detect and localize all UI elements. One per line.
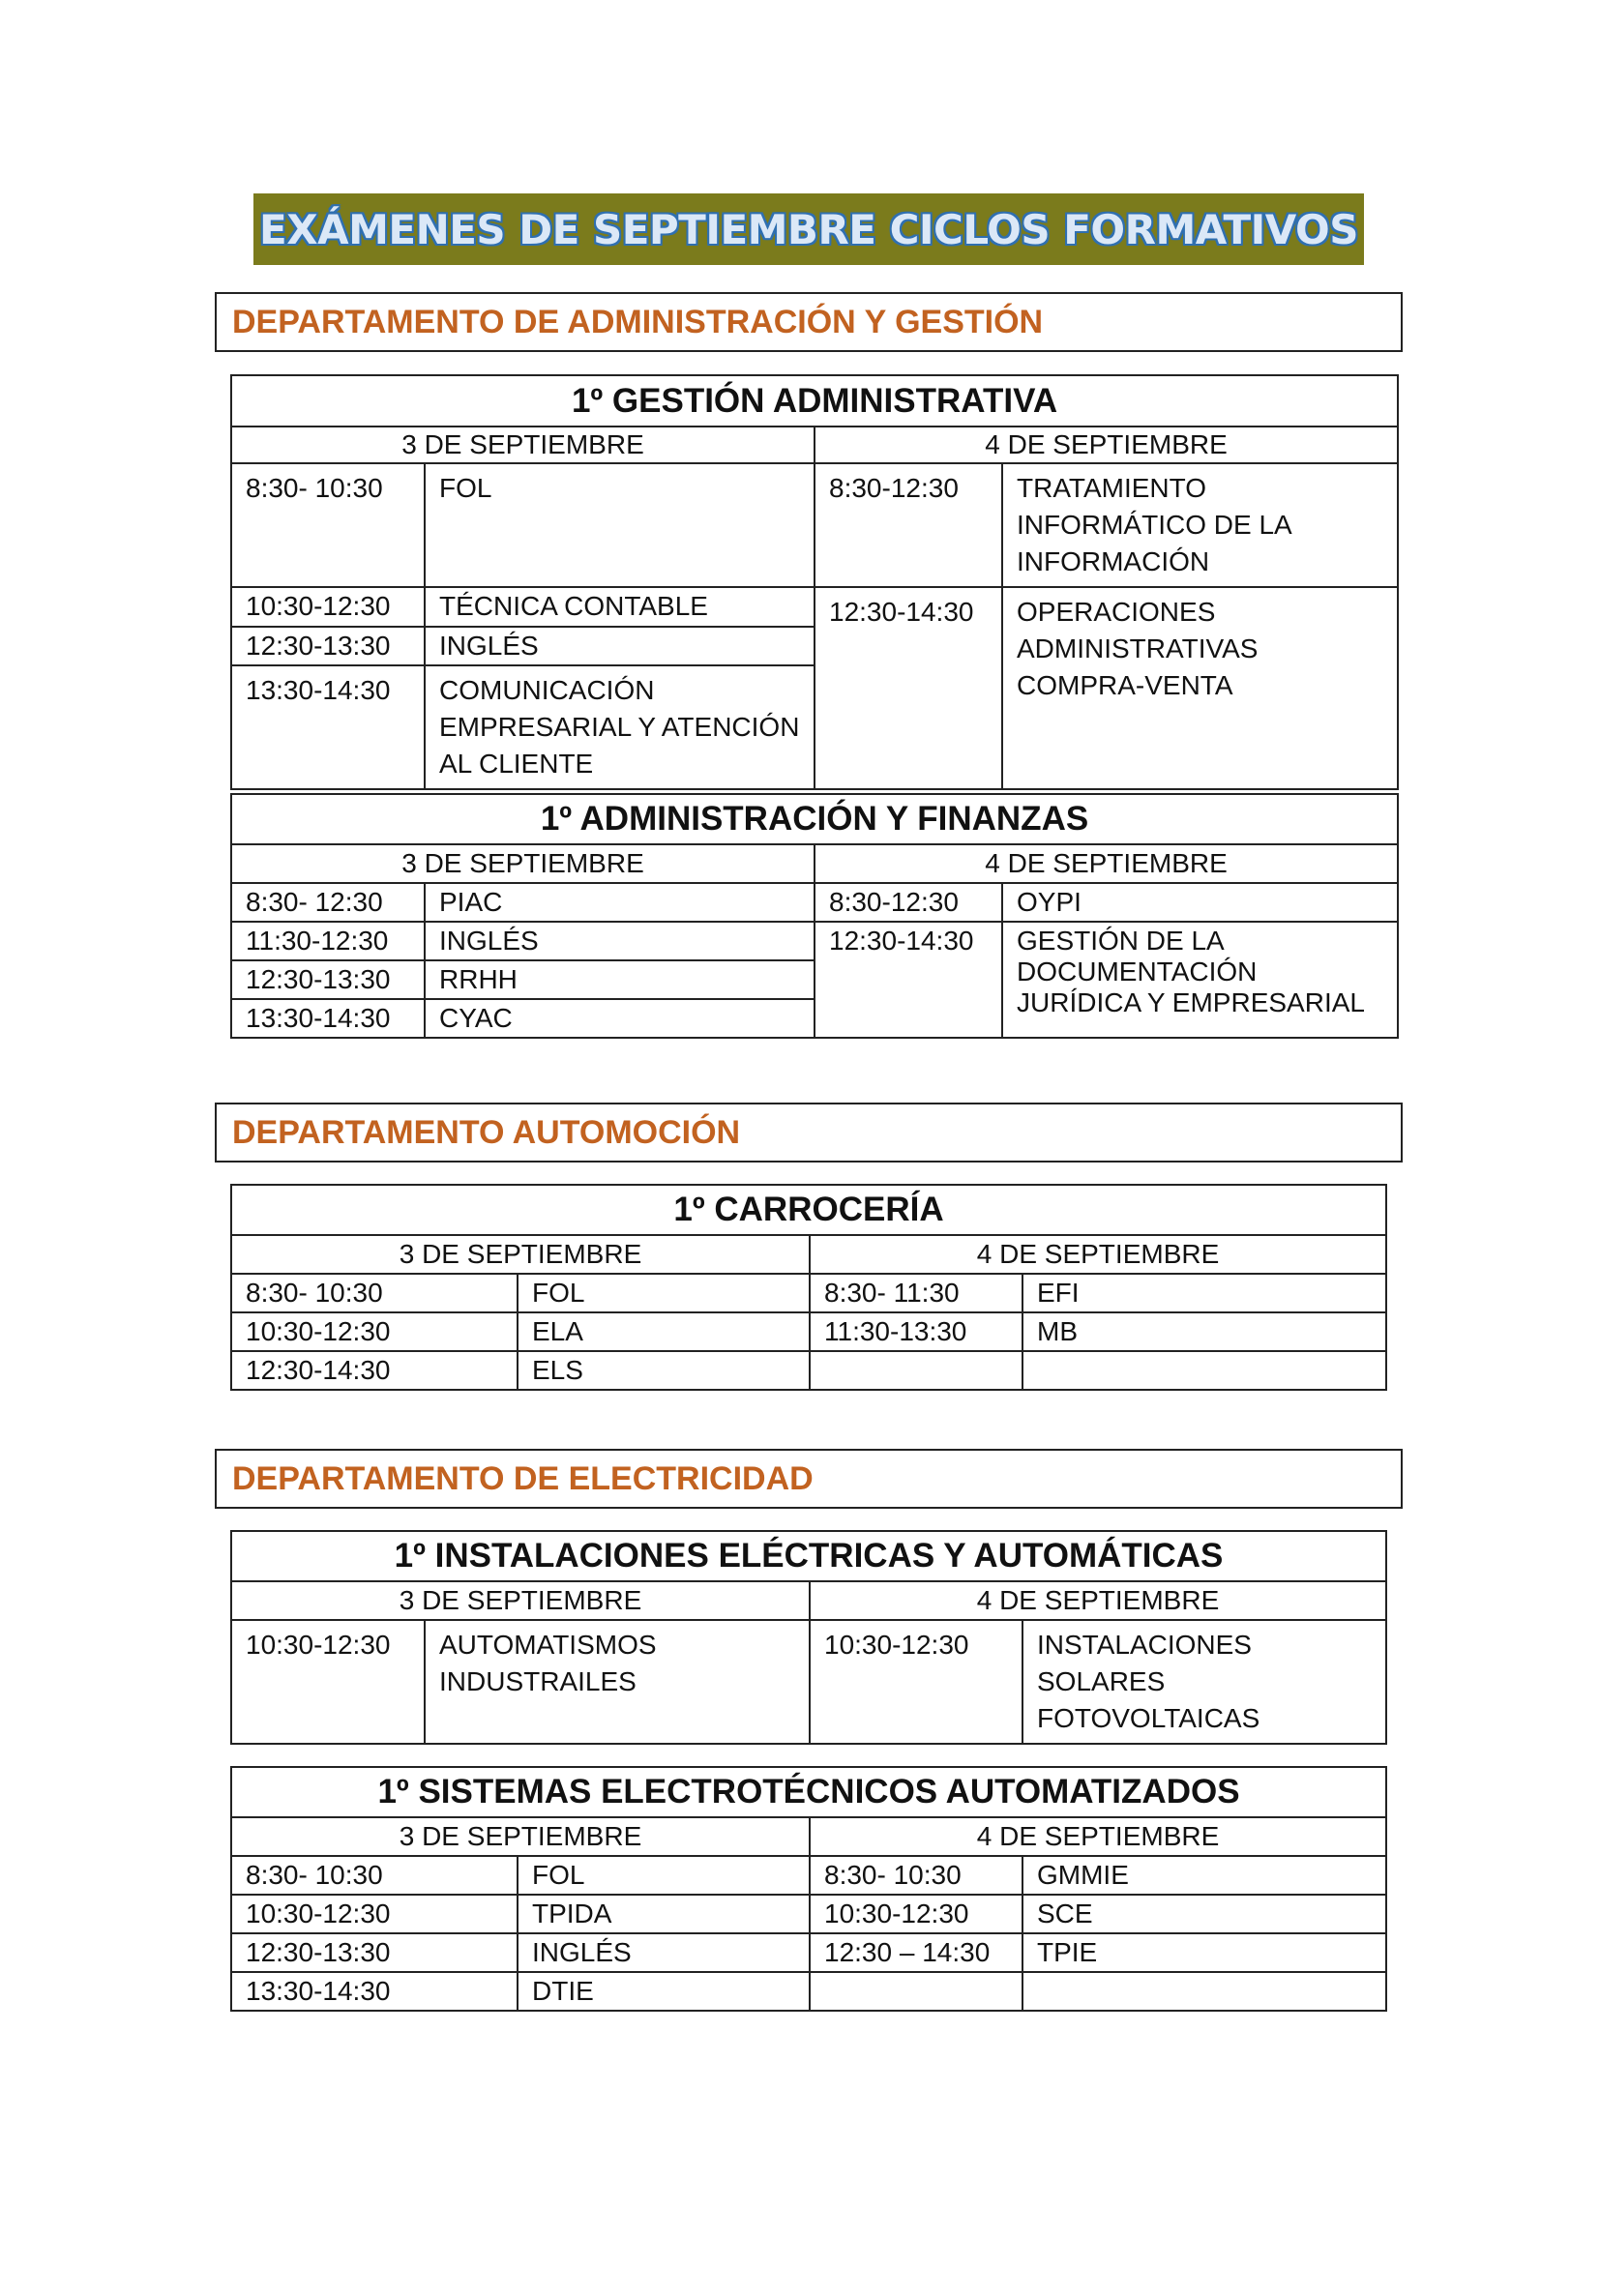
exam-subject: CYAC	[425, 999, 815, 1038]
exam-subject: GESTIÓN DE LA DOCUMENTACIÓN JURÍDICA Y EMPRESARIAL	[1002, 922, 1398, 1038]
exam-subject: EFI	[1022, 1274, 1386, 1312]
exam-subject: TÉCNICA CONTABLE	[425, 587, 815, 627]
schedule-table-sistemas	[230, 1766, 1387, 2012]
department-heading-admin: DEPARTAMENTO DE ADMINISTRACIÓN Y GESTIÓN	[215, 292, 1403, 352]
schedule-table-carroceria	[230, 1184, 1387, 1391]
exam-time: 13:30-14:30	[231, 1972, 518, 2011]
day-header-4-sept: 4 DE SEPTIEMBRE	[810, 1817, 1386, 1856]
exam-time: 8:30- 10:30	[231, 1856, 518, 1895]
exam-subject: TPIE	[1022, 1933, 1386, 1972]
exam-subject: FOL	[425, 463, 815, 587]
exam-time: 12:30-13:30	[231, 960, 425, 999]
exam-subject: PIAC	[425, 883, 815, 922]
exam-subject: FOL	[518, 1274, 810, 1312]
day-header-4-sept: 4 DE SEPTIEMBRE	[810, 1235, 1386, 1274]
exam-time: 12:30-14:30	[231, 1351, 518, 1390]
exam-subject: COMUNICACIÓN EMPRESARIAL Y ATENCIÓN AL CLIENTE	[425, 665, 815, 789]
day-header-4-sept: 4 DE SEPTIEMBRE	[815, 427, 1398, 463]
empty-cell	[1022, 1972, 1386, 2011]
exam-time: 8:30- 10:30	[231, 463, 425, 587]
exam-time: 12:30 – 14:30	[810, 1933, 1022, 1972]
exam-time: 12:30-13:30	[231, 627, 425, 665]
course-title: 1º INSTALACIONES ELÉCTRICAS Y AUTOMÁTICAS	[231, 1531, 1386, 1581]
schedule-table-gestion	[230, 374, 1399, 790]
day-header-3-sept: 3 DE SEPTIEMBRE	[231, 1235, 810, 1274]
exam-subject: OYPI	[1002, 883, 1398, 922]
exam-subject: INSTALACIONES SOLARES FOTOVOLTAICAS	[1022, 1620, 1386, 1744]
exam-subject: OPERACIONES ADMINISTRATIVAS COMPRA-VENTA	[1002, 587, 1398, 789]
exam-time: 8:30- 10:30	[231, 1274, 518, 1312]
day-header-3-sept: 3 DE SEPTIEMBRE	[231, 1817, 810, 1856]
exam-time: 11:30-12:30	[231, 922, 425, 960]
department-heading-electricidad: DEPARTAMENTO DE ELECTRICIDAD	[215, 1449, 1403, 1509]
exam-subject: INGLÉS	[518, 1933, 810, 1972]
exam-time: 13:30-14:30	[231, 665, 425, 789]
exam-time: 12:30-14:30	[815, 922, 1002, 1038]
empty-cell	[810, 1351, 1022, 1390]
exam-subject: GMMIE	[1022, 1856, 1386, 1895]
exam-time: 13:30-14:30	[231, 999, 425, 1038]
empty-cell	[810, 1972, 1022, 2011]
exam-subject: MB	[1022, 1312, 1386, 1351]
exam-subject: ELS	[518, 1351, 810, 1390]
exam-time: 10:30-12:30	[231, 1620, 425, 1744]
course-title: 1º SISTEMAS ELECTROTÉCNICOS AUTOMATIZADOS	[231, 1767, 1386, 1817]
exam-time: 10:30-12:30	[231, 1895, 518, 1933]
exam-time: 10:30-12:30	[810, 1620, 1022, 1744]
exam-time: 11:30-13:30	[810, 1312, 1022, 1351]
day-header-4-sept: 4 DE SEPTIEMBRE	[810, 1581, 1386, 1620]
exam-subject: SCE	[1022, 1895, 1386, 1933]
exam-subject: TPIDA	[518, 1895, 810, 1933]
day-header-3-sept: 3 DE SEPTIEMBRE	[231, 427, 815, 463]
exam-subject: ELA	[518, 1312, 810, 1351]
exam-subject: INGLÉS	[425, 627, 815, 665]
exam-subject: RRHH	[425, 960, 815, 999]
exam-subject: DTIE	[518, 1972, 810, 2011]
exam-subject: AUTOMATISMOS INDUSTRAILES	[425, 1620, 810, 1744]
course-title: 1º CARROCERÍA	[231, 1185, 1386, 1235]
day-header-4-sept: 4 DE SEPTIEMBRE	[815, 844, 1398, 883]
exam-time: 12:30-14:30	[815, 587, 1002, 789]
exam-time: 8:30- 12:30	[231, 883, 425, 922]
exam-time: 8:30-12:30	[815, 883, 1002, 922]
exam-subject: TRATAMIENTO INFORMÁTICO DE LA INFORMACIÓN	[1002, 463, 1398, 587]
exam-subject: INGLÉS	[425, 922, 815, 960]
exam-time: 10:30-12:30	[810, 1895, 1022, 1933]
course-title: 1º GESTIÓN ADMINISTRATIVA	[231, 375, 1398, 427]
exam-time: 8:30- 11:30	[810, 1274, 1022, 1312]
document-title-band	[253, 193, 1364, 265]
exam-subject: FOL	[518, 1856, 810, 1895]
exam-time: 10:30-12:30	[231, 1312, 518, 1351]
department-heading-automocion: DEPARTAMENTO AUTOMOCIÓN	[215, 1103, 1403, 1163]
schedule-table-finanzas	[230, 793, 1399, 1039]
day-header-3-sept: 3 DE SEPTIEMBRE	[231, 1581, 810, 1620]
exam-time: 12:30-13:30	[231, 1933, 518, 1972]
document-title: EXÁMENES DE SEPTIEMBRE CICLOS FORMATIVOS	[259, 205, 1358, 253]
day-header-3-sept: 3 DE SEPTIEMBRE	[231, 844, 815, 883]
schedule-table-instalaciones	[230, 1530, 1387, 1745]
course-title: 1º ADMINISTRACIÓN Y FINANZAS	[231, 794, 1398, 844]
exam-time: 10:30-12:30	[231, 587, 425, 627]
exam-time: 8:30-12:30	[815, 463, 1002, 587]
exam-time: 8:30- 10:30	[810, 1856, 1022, 1895]
empty-cell	[1022, 1351, 1386, 1390]
